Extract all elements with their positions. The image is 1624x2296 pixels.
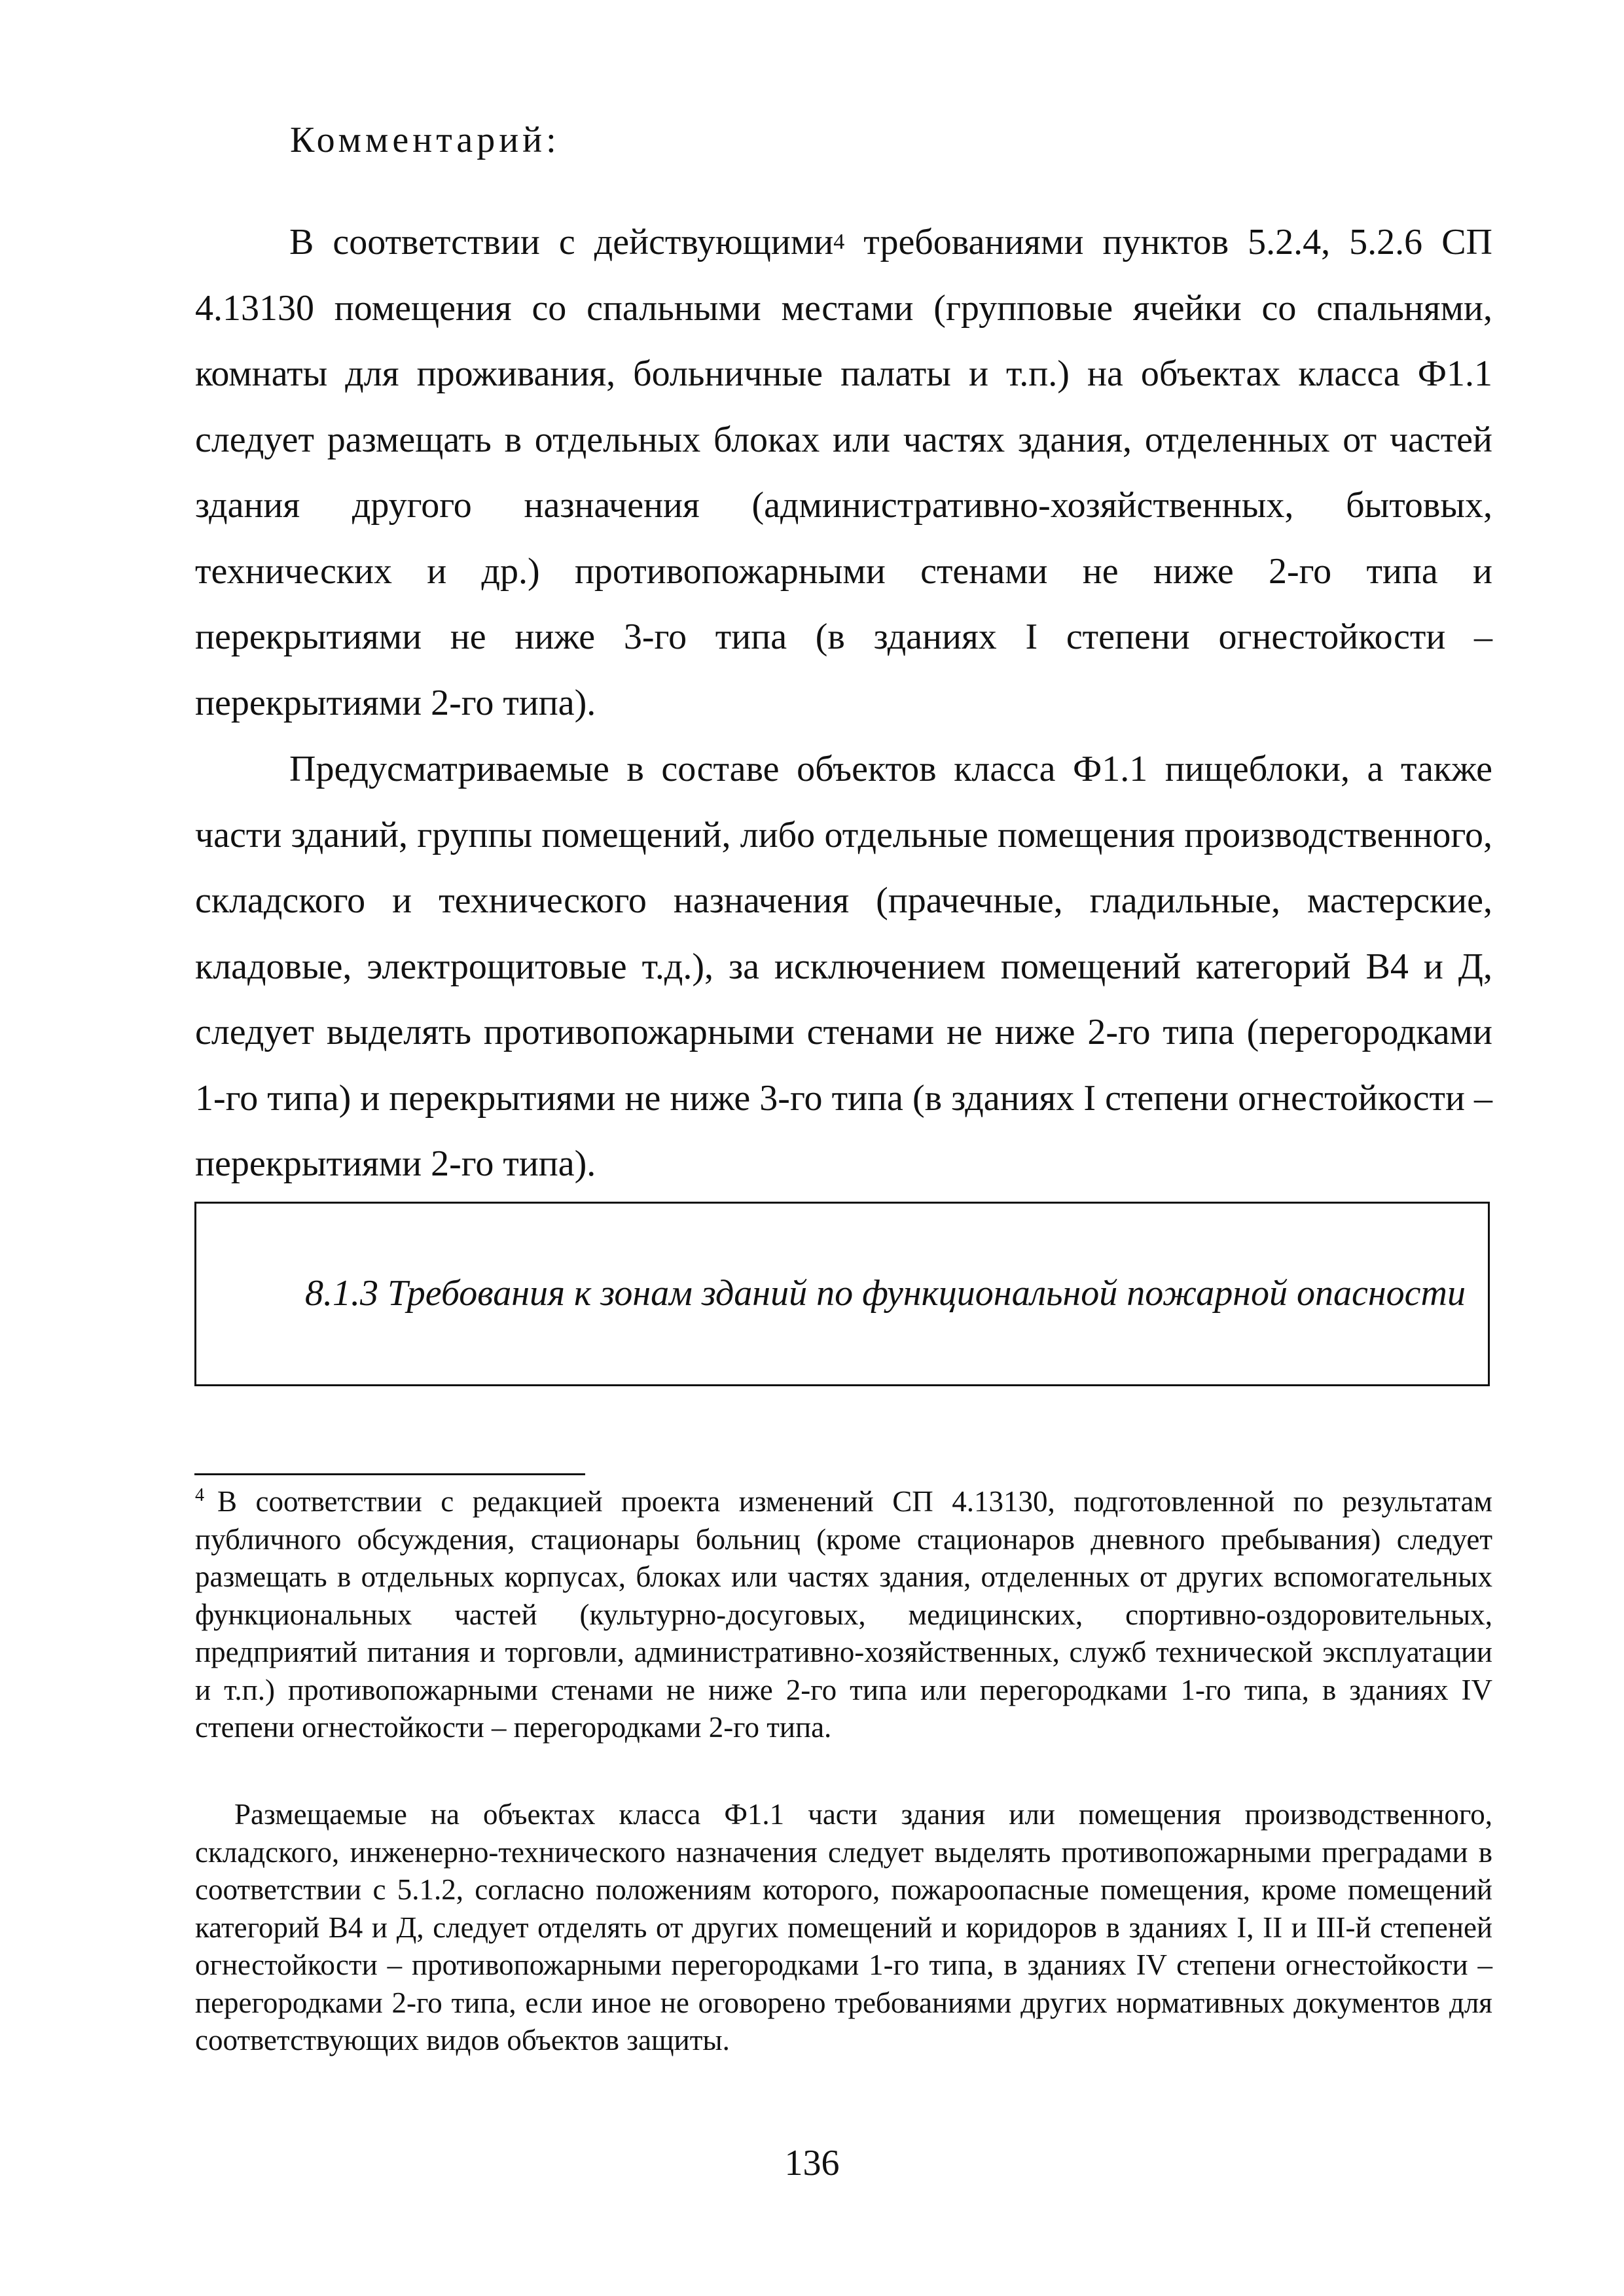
- section-title: 8.1.3 Требования к зонам зданий по функциональной пожарной опасности: [305, 1273, 1466, 1314]
- footnote-text-continued: Размещаемые на объектах класса Ф1.1 части здания или помещения производственного, складского, инженерно-технического назначения следует выделять противопожарными преградами в соответствии с 5.1.2, согласно положениям которого, пожароопасные помещения, кроме помещений категорий В4 и Д, следует отделять от других помещений и коридоров в зданиях I, II и III-й степеней огнестойкости – противопожарными перегородками 1-го типа, в зданиях IV степени огнестойкости – перегородками 2-го типа, если иное не оговорено требованиями других нормативных документов для соответствующих видов объектов защиты.: [195, 1798, 1492, 2056]
- footnote-reference[interactable]: 4: [833, 230, 845, 254]
- paragraph-1-text-start: В соответствии с действующими: [289, 222, 834, 262]
- footnote-text: [195, 1483, 1492, 1747]
- paragraph-1-text-rest: требованиями пунктов 5.2.4, 5.2.6 СП 4.13130 помещения со спальными местами (групповые ячейки со спальнями, комнаты для проживания, больничные палаты и т.п.) на объектах класса Ф1.1 следует размещать в отдельных блоках или частях здания, отделенных от частей здания другого назначения (административно-хозяйственных, бытовых, технических и др.) противопожарными стенами не ниже 2-го типа и перекрытиями не ниже 3-го типа (в зданиях I степени огнестойкости – перекрытиями 2-го типа).: [195, 222, 1492, 723]
- paragraph-1: [195, 209, 1492, 736]
- page-number: 136: [784, 2143, 840, 2183]
- paragraph-2: Предусматриваемые в составе объектов класса Ф1.1 пищеблоки, а также части зданий, группы помещений, либо отдельные помещения производственного, складского и технического назначения (прачечные, гладильные, мастерские, кладовые, электрощитовые т.д.), за исключением помещений категорий В4 и Д, следует выделять противопожарными стенами не ниже 2-го типа (перегородками 1-го типа) и перекрытиями не ниже 3-го типа (в зданиях I степени огнестойкости – перекрытиями 2-го типа).: [195, 749, 1492, 1184]
- footnote-text-part-1: В соответствии с редакцией проекта изменений СП 4.13130, подготовленной по результатам публичного обсуждения, стационары больниц (кроме стационаров дневного пребывания) следует размещать в отдельных корпусах, блоках или частях здания, отделенных от других вспомогательных функциональных частей (культурно-досуговых, медицинских, спортивно-оздоровительных, предприятий питания и торговли, административно-хозяйственных, служб технической эксплуатации и т.п.) противопожарными стенами не ниже 2-го типа или перегородками 1-го типа, в зданиях IV степени огнестойкости – перегородками 2-го типа.: [195, 1485, 1492, 1744]
- footnote-number: 4: [195, 1485, 204, 1505]
- comment-heading: Комментарий:: [290, 120, 560, 160]
- section-heading-box: [194, 1202, 1490, 1386]
- footnote-separator: [194, 1473, 585, 1475]
